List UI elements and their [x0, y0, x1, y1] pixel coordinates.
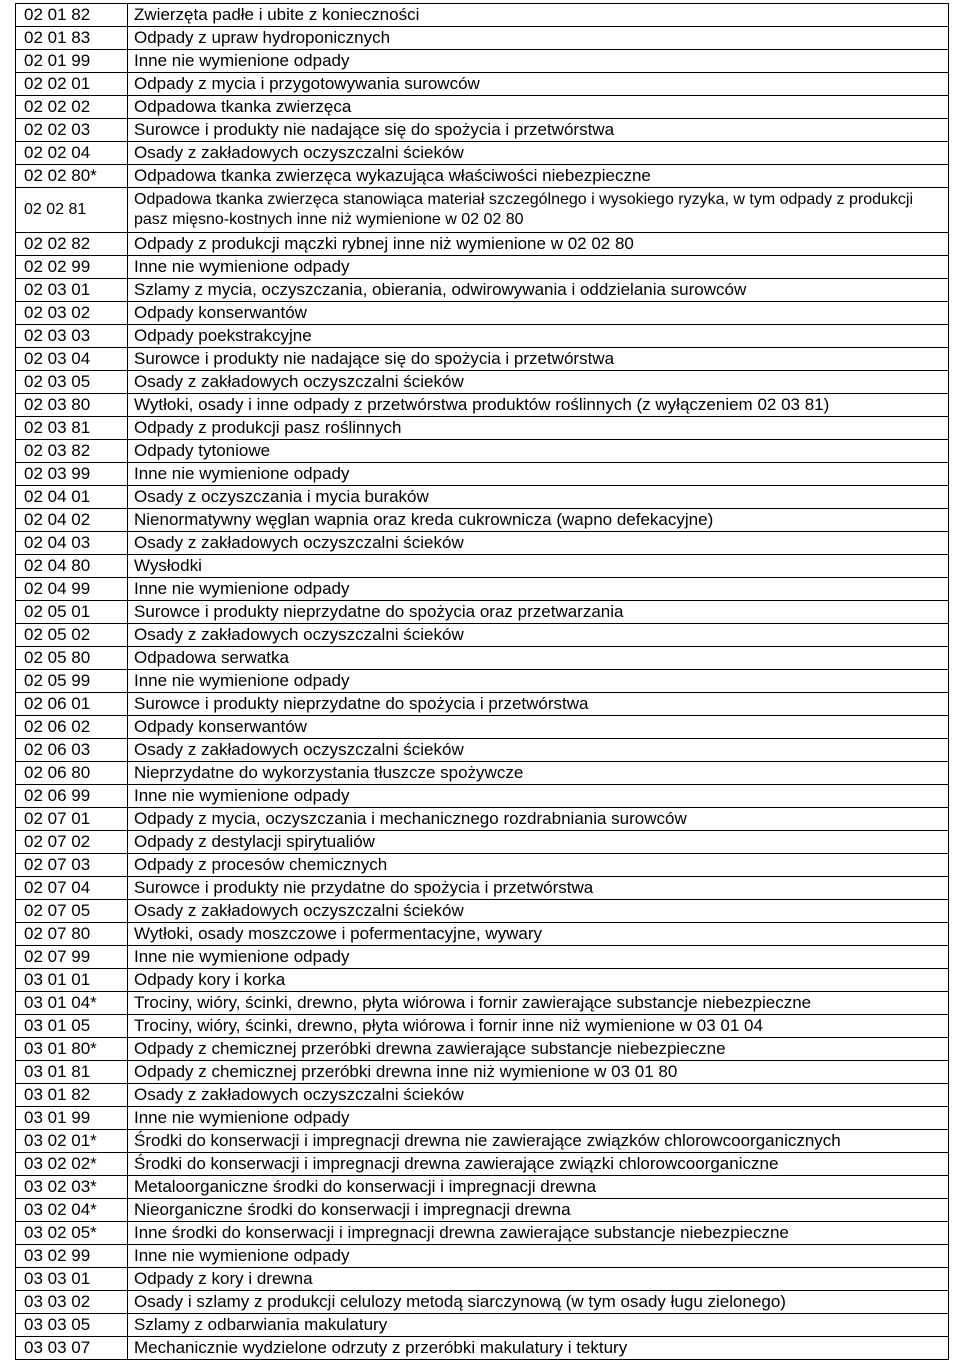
- waste-description: Inne nie wymienione odpady: [128, 946, 949, 969]
- waste-code: 02 02 81: [16, 188, 128, 233]
- waste-code: 02 04 01: [16, 486, 128, 509]
- table-row: [16, 440, 949, 463]
- waste-description: Osady z zakładowych oczyszczalni ścieków: [128, 371, 949, 394]
- waste-code: 02 01 83: [16, 27, 128, 50]
- table-row: [16, 4, 949, 27]
- waste-description: Surowce i produkty nieprzydatne do spożycia oraz przetwarzania: [128, 601, 949, 624]
- waste-code: 02 02 80*: [16, 165, 128, 188]
- waste-code: 02 02 02: [16, 96, 128, 119]
- waste-description: Odpadowa tkanka zwierzęca stanowiąca materiał szczególnego i wysokiego ryzyka, w tym odpady z produkcji pasz mięsno-kostnych inne niż wymienione w 02 02 80: [128, 188, 949, 233]
- waste-code: 02 05 01: [16, 601, 128, 624]
- table-row: [16, 808, 949, 831]
- table-row: [16, 256, 949, 279]
- waste-codes-body: [16, 4, 949, 1360]
- waste-description: Odpady z mycia i przygotowywania surowców: [128, 73, 949, 96]
- waste-code: 03 01 82: [16, 1084, 128, 1107]
- table-row: [16, 142, 949, 165]
- table-row: [16, 992, 949, 1015]
- waste-code: 02 05 80: [16, 647, 128, 670]
- table-row: [16, 923, 949, 946]
- waste-description: Trociny, wióry, ścinki, drewno, płyta wiórowa i fornir inne niż wymienione w 03 01 04: [128, 1015, 949, 1038]
- waste-code: 02 06 02: [16, 716, 128, 739]
- table-row: [16, 1337, 949, 1360]
- waste-code: 02 02 03: [16, 119, 128, 142]
- table-row: [16, 1291, 949, 1314]
- waste-code: 02 03 03: [16, 325, 128, 348]
- table-row: [16, 371, 949, 394]
- waste-code: 02 03 99: [16, 463, 128, 486]
- waste-code: 02 07 03: [16, 854, 128, 877]
- waste-description: Odpady z chemicznej przeróbki drewna zawierające substancje niebezpieczne: [128, 1038, 949, 1061]
- table-row: [16, 73, 949, 96]
- waste-code: 02 03 02: [16, 302, 128, 325]
- waste-description: Surowce i produkty nie nadające się do spożycia i przetwórstwa: [128, 119, 949, 142]
- table-row: [16, 348, 949, 371]
- waste-description: Osady z zakładowych oczyszczalni ścieków: [128, 532, 949, 555]
- waste-description: Trociny, wióry, ścinki, drewno, płyta wiórowa i fornir zawierające substancje niebezpieczne: [128, 992, 949, 1015]
- waste-description: Odpadowa tkanka zwierzęca wykazująca właściwości niebezpieczne: [128, 165, 949, 188]
- table-row: [16, 854, 949, 877]
- table-row: [16, 969, 949, 992]
- waste-description: Wysłodki: [128, 555, 949, 578]
- waste-code: 02 04 99: [16, 578, 128, 601]
- waste-code: 02 06 99: [16, 785, 128, 808]
- waste-code: 03 01 04*: [16, 992, 128, 1015]
- table-row: [16, 1199, 949, 1222]
- waste-code: 02 05 02: [16, 624, 128, 647]
- waste-code: 02 03 04: [16, 348, 128, 371]
- table-row: [16, 1015, 949, 1038]
- waste-code: 02 03 82: [16, 440, 128, 463]
- waste-description: Odpady konserwantów: [128, 302, 949, 325]
- waste-code: 02 02 04: [16, 142, 128, 165]
- waste-description: Środki do konserwacji i impregnacji drewna nie zawierające związków chlorowcoorganicznych: [128, 1130, 949, 1153]
- waste-description: Nieprzydatne do wykorzystania tłuszcze spożywcze: [128, 762, 949, 785]
- table-row: [16, 119, 949, 142]
- table-row: [16, 486, 949, 509]
- waste-code: 03 01 99: [16, 1107, 128, 1130]
- waste-code: 02 02 99: [16, 256, 128, 279]
- table-row: [16, 1314, 949, 1337]
- waste-description: Inne nie wymienione odpady: [128, 670, 949, 693]
- table-row: [16, 624, 949, 647]
- waste-code: 02 03 80: [16, 394, 128, 417]
- waste-code: 02 01 99: [16, 50, 128, 73]
- waste-code: 02 07 05: [16, 900, 128, 923]
- waste-description: Inne nie wymienione odpady: [128, 578, 949, 601]
- waste-description: Odpady z produkcji pasz roślinnych: [128, 417, 949, 440]
- waste-code: 02 06 01: [16, 693, 128, 716]
- waste-code: 02 04 02: [16, 509, 128, 532]
- table-row: [16, 946, 949, 969]
- waste-description: Osady z zakładowych oczyszczalni ścieków: [128, 900, 949, 923]
- waste-description: Środki do konserwacji i impregnacji drewna zawierające związki chlorowcoorganiczne: [128, 1153, 949, 1176]
- waste-description: Wytłoki, osady moszczowe i pofermentacyjne, wywary: [128, 923, 949, 946]
- waste-description: Inne nie wymienione odpady: [128, 1245, 949, 1268]
- waste-code: 03 01 81: [16, 1061, 128, 1084]
- waste-code: 03 02 05*: [16, 1222, 128, 1245]
- waste-description: Odpady z upraw hydroponicznych: [128, 27, 949, 50]
- waste-code: 03 01 80*: [16, 1038, 128, 1061]
- waste-description: Odpady poekstrakcyjne: [128, 325, 949, 348]
- table-row: [16, 1245, 949, 1268]
- waste-code: 03 02 02*: [16, 1153, 128, 1176]
- waste-code: 02 05 99: [16, 670, 128, 693]
- waste-code: 02 07 80: [16, 923, 128, 946]
- waste-code: 02 02 01: [16, 73, 128, 96]
- waste-description: Odpady konserwantów: [128, 716, 949, 739]
- table-row: [16, 188, 949, 233]
- waste-description: Metaloorganiczne środki do konserwacji i impregnacji drewna: [128, 1176, 949, 1199]
- waste-description: Odpadowa serwatka: [128, 647, 949, 670]
- waste-description: Odpady z produkcji mączki rybnej inne niż wymienione w 02 02 80: [128, 233, 949, 256]
- waste-description: Inne środki do konserwacji i impregnacji drewna zawierające substancje niebezpieczne: [128, 1222, 949, 1245]
- waste-code: 02 03 05: [16, 371, 128, 394]
- table-row: [16, 1061, 949, 1084]
- waste-description: Osady z zakładowych oczyszczalni ścieków: [128, 739, 949, 762]
- table-row: [16, 1268, 949, 1291]
- waste-code: 02 03 81: [16, 417, 128, 440]
- waste-description: Mechanicznie wydzielone odrzuty z przeróbki makulatury i tektury: [128, 1337, 949, 1360]
- waste-code: 02 07 02: [16, 831, 128, 854]
- table-row: [16, 96, 949, 119]
- waste-code: 03 02 04*: [16, 1199, 128, 1222]
- waste-code: 03 01 05: [16, 1015, 128, 1038]
- waste-code: 02 02 82: [16, 233, 128, 256]
- waste-code: 03 02 01*: [16, 1130, 128, 1153]
- table-row: [16, 555, 949, 578]
- table-row: [16, 302, 949, 325]
- waste-description: Odpady z destylacji spirytualiów: [128, 831, 949, 854]
- table-row: [16, 1176, 949, 1199]
- waste-description: Odpady z mycia, oczyszczania i mechanicznego rozdrabniania surowców: [128, 808, 949, 831]
- waste-code: 03 02 99: [16, 1245, 128, 1268]
- waste-description: Szlamy z odbarwiania makulatury: [128, 1314, 949, 1337]
- waste-code: 03 03 07: [16, 1337, 128, 1360]
- waste-code: 02 03 01: [16, 279, 128, 302]
- table-row: [16, 831, 949, 854]
- waste-code: 02 04 80: [16, 555, 128, 578]
- waste-description: Osady z zakładowych oczyszczalni ścieków: [128, 1084, 949, 1107]
- waste-description: Inne nie wymienione odpady: [128, 256, 949, 279]
- waste-description: Odpady tytoniowe: [128, 440, 949, 463]
- table-row: [16, 1222, 949, 1245]
- waste-description: Nieorganiczne środki do konserwacji i impregnacji drewna: [128, 1199, 949, 1222]
- waste-description: Surowce i produkty nie nadające się do spożycia i przetwórstwa: [128, 348, 949, 371]
- table-row: [16, 1153, 949, 1176]
- waste-code: 02 04 03: [16, 532, 128, 555]
- waste-description: Surowce i produkty nie przydatne do spożycia i przetwórstwa: [128, 877, 949, 900]
- table-row: [16, 601, 949, 624]
- table-row: [16, 279, 949, 302]
- waste-code: 03 03 02: [16, 1291, 128, 1314]
- table-row: [16, 233, 949, 256]
- waste-description: Osady i szlamy z produkcji celulozy metodą siarczynową (w tym osady ługu zielonego): [128, 1291, 949, 1314]
- waste-description: Szlamy z mycia, oczyszczania, obierania, odwirowywania i oddzielania surowców: [128, 279, 949, 302]
- waste-code: 02 07 04: [16, 877, 128, 900]
- waste-description: Odpady z kory i drewna: [128, 1268, 949, 1291]
- waste-description: Odpady kory i korka: [128, 969, 949, 992]
- waste-description: Inne nie wymienione odpady: [128, 50, 949, 73]
- waste-description: Osady z oczyszczania i mycia buraków: [128, 486, 949, 509]
- table-row: [16, 1107, 949, 1130]
- waste-description: Inne nie wymienione odpady: [128, 463, 949, 486]
- waste-code: 02 07 99: [16, 946, 128, 969]
- table-row: [16, 165, 949, 188]
- table-row: [16, 1038, 949, 1061]
- table-row: [16, 325, 949, 348]
- table-row: [16, 716, 949, 739]
- waste-code: 03 02 03*: [16, 1176, 128, 1199]
- waste-code: 02 06 80: [16, 762, 128, 785]
- waste-code: 02 01 82: [16, 4, 128, 27]
- table-row: [16, 900, 949, 923]
- table-row: [16, 762, 949, 785]
- waste-description: Inne nie wymienione odpady: [128, 785, 949, 808]
- table-row: [16, 1084, 949, 1107]
- table-row: [16, 509, 949, 532]
- waste-code: 03 03 05: [16, 1314, 128, 1337]
- table-row: [16, 785, 949, 808]
- waste-description: Wytłoki, osady i inne odpady z przetwórstwa produktów roślinnych (z wyłączeniem 02 03 81): [128, 394, 949, 417]
- table-row: [16, 463, 949, 486]
- waste-description: Osady z zakładowych oczyszczalni ścieków: [128, 142, 949, 165]
- waste-description: Zwierzęta padłe i ubite z konieczności: [128, 4, 949, 27]
- table-row: [16, 394, 949, 417]
- table-row: [16, 670, 949, 693]
- table-row: [16, 578, 949, 601]
- table-row: [16, 647, 949, 670]
- table-row: [16, 50, 949, 73]
- table-row: [16, 877, 949, 900]
- table-row: [16, 1130, 949, 1153]
- waste-description: Osady z zakładowych oczyszczalni ścieków: [128, 624, 949, 647]
- table-row: [16, 27, 949, 50]
- waste-description: Nienormatywny węglan wapnia oraz kreda cukrownicza (wapno defekacyjne): [128, 509, 949, 532]
- waste-description: Odpady z chemicznej przeróbki drewna inne niż wymienione w 03 01 80: [128, 1061, 949, 1084]
- waste-code: 02 06 03: [16, 739, 128, 762]
- waste-description: Inne nie wymienione odpady: [128, 1107, 949, 1130]
- table-row: [16, 693, 949, 716]
- waste-code: 03 01 01: [16, 969, 128, 992]
- waste-description: Odpadowa tkanka zwierzęca: [128, 96, 949, 119]
- waste-code: 03 03 01: [16, 1268, 128, 1291]
- table-row: [16, 739, 949, 762]
- waste-codes-table: [15, 3, 949, 1360]
- waste-description: Odpady z procesów chemicznych: [128, 854, 949, 877]
- waste-description: Surowce i produkty nieprzydatne do spożycia i przetwórstwa: [128, 693, 949, 716]
- table-row: [16, 417, 949, 440]
- waste-code: 02 07 01: [16, 808, 128, 831]
- table-row: [16, 532, 949, 555]
